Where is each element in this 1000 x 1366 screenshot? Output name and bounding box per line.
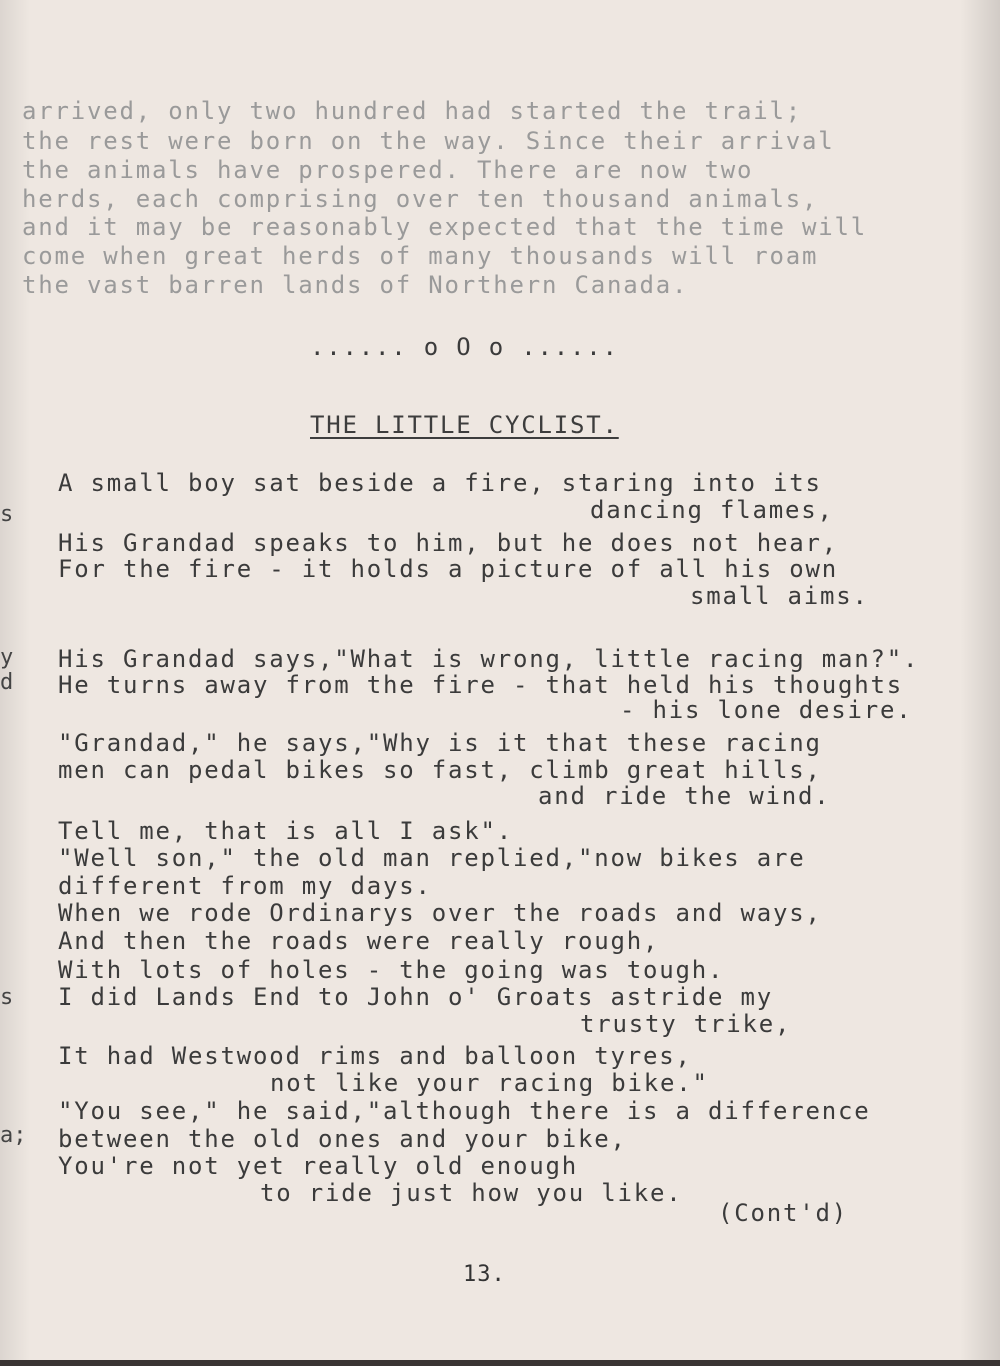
text-line: come when great herds of many thousands will roam (22, 242, 819, 270)
poem-line: He turns away from the fire - that held his thoughts (58, 671, 903, 699)
continued-note: (Cont'd) (718, 1199, 848, 1227)
poem-line: and ride the wind. (538, 782, 831, 810)
text-line: arrived, only two hundred had started the trail; (22, 97, 802, 125)
poem-line: to ride just how you like. (260, 1179, 683, 1207)
poem-line: "You see," he said,"although there is a difference (58, 1097, 871, 1125)
page-number: 13. (463, 1262, 506, 1287)
poem-line: You're not yet really old enough (58, 1152, 578, 1180)
poem-line: And then the roads were really rough, (58, 927, 660, 955)
poem-line: small aims. (690, 582, 869, 610)
poem-line: With lots of holes - the going was tough. (58, 956, 725, 984)
poem-line: "Well son," the old man replied,"now bikes are (58, 844, 806, 872)
text-line: and it may be reasonably expected that the time will (22, 213, 867, 241)
poem-line: It had Westwood rims and balloon tyres, (58, 1042, 692, 1070)
poem-line: different from my days. (58, 872, 432, 900)
poem-line: His Grandad speaks to him, but he does not hear, (58, 529, 838, 557)
poem-line: His Grandad says,"What is wrong, little racing man?". (58, 645, 920, 673)
poem-line: "Grandad," he says,"Why is it that these racing (58, 729, 822, 757)
poem-line: For the fire - it holds a picture of all his own (58, 555, 838, 583)
margin-bleed-char: s (0, 985, 14, 1010)
text-line: the animals have prospered. There are now two (22, 156, 754, 184)
poem-line: trusty trike, (580, 1010, 792, 1038)
poem-line: Tell me, that is all I ask". (58, 817, 513, 845)
margin-bleed-char: a; (0, 1123, 27, 1148)
margin-bleed-char: y (0, 645, 14, 670)
poem-line: I did Lands End to John o' Groats astride my (58, 983, 773, 1011)
text-line: the rest were born on the way. Since their arrival (22, 127, 835, 155)
poem-line: men can pedal bikes so fast, climb great hills, (58, 756, 822, 784)
page-bottom-edge (0, 1360, 1000, 1366)
poem-line: not like your racing bike." (270, 1069, 709, 1097)
text-line: the vast barren lands of Northern Canada. (22, 271, 689, 299)
text-line: herds, each comprising over ten thousand animals, (22, 185, 819, 213)
poem-line: A small boy sat beside a fire, staring into its (58, 469, 822, 497)
poem-title: THE LITTLE CYCLIST. (310, 411, 619, 439)
poem-line: - his lone desire. (620, 696, 913, 724)
poem-line: dancing flames, (590, 496, 834, 524)
margin-bleed-char: s (0, 502, 14, 527)
poem-line: between the old ones and your bike, (58, 1125, 627, 1153)
poem-line: When we rode Ordinarys over the roads and ways, (58, 899, 822, 927)
margin-bleed-char: d (0, 670, 14, 695)
section-separator: ...... o O o ...... (310, 333, 619, 361)
